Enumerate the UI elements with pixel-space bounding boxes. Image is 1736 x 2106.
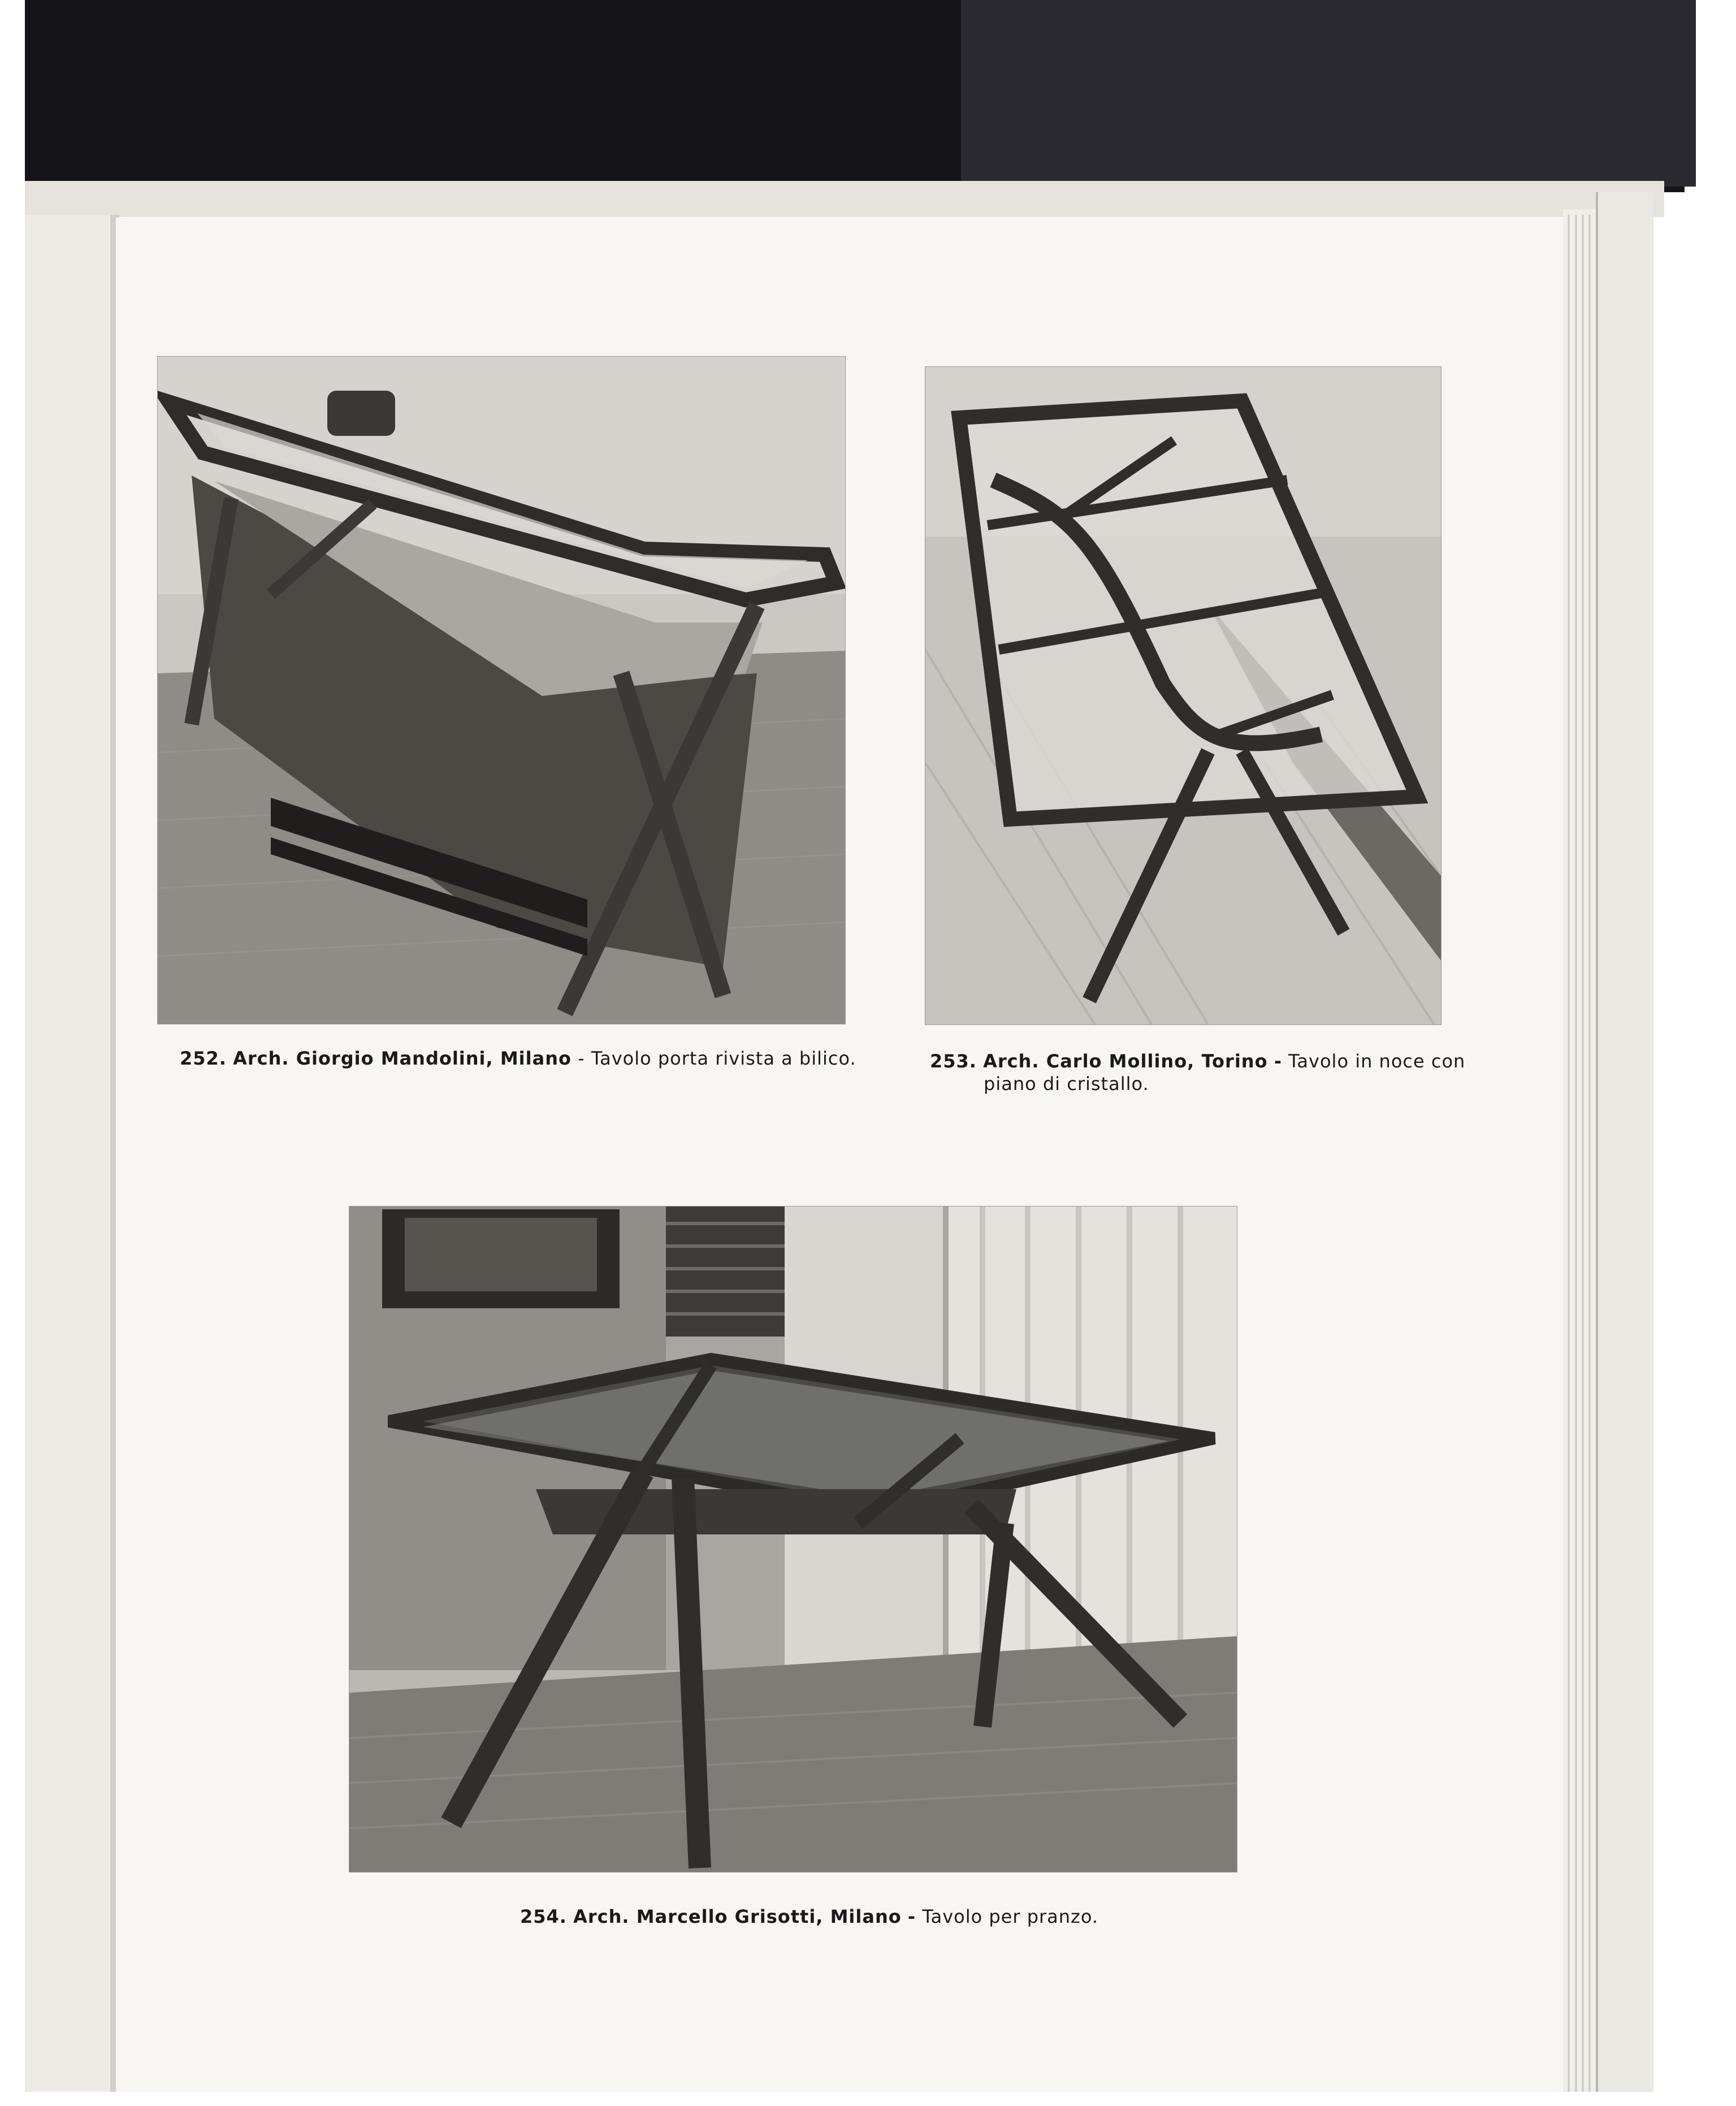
caption-separator: -	[1274, 1050, 1282, 1072]
figure-253-photo	[925, 366, 1441, 1025]
figure-number: 252.	[180, 1048, 227, 1069]
caption-line-1	[930, 1050, 1465, 1073]
caption-description: Tavolo in noce con	[1288, 1050, 1466, 1072]
figure-number: 253.	[930, 1050, 977, 1072]
caption-254	[520, 1905, 1098, 1928]
caption-252	[180, 1047, 856, 1070]
caption-description: Tavolo per pranzo.	[922, 1906, 1099, 1927]
figure-254-photo	[349, 1206, 1237, 1873]
designer-name: Arch. Carlo Mollino, Torino	[983, 1050, 1268, 1072]
caption-separator: -	[578, 1048, 585, 1069]
designer-name: Arch. Giorgio Mandolini, Milano	[233, 1048, 572, 1069]
caption-separator: -	[907, 1906, 916, 1927]
caption-253	[930, 1050, 1465, 1095]
caption-line-2: piano di cristallo.	[984, 1073, 1149, 1095]
figure-252-photo	[157, 356, 846, 1024]
figure-number: 254.	[520, 1906, 567, 1927]
caption-description: Tavolo porta rivista a bilico.	[591, 1048, 856, 1069]
designer-name: Arch. Marcello Grisotti, Milano	[573, 1906, 902, 1927]
